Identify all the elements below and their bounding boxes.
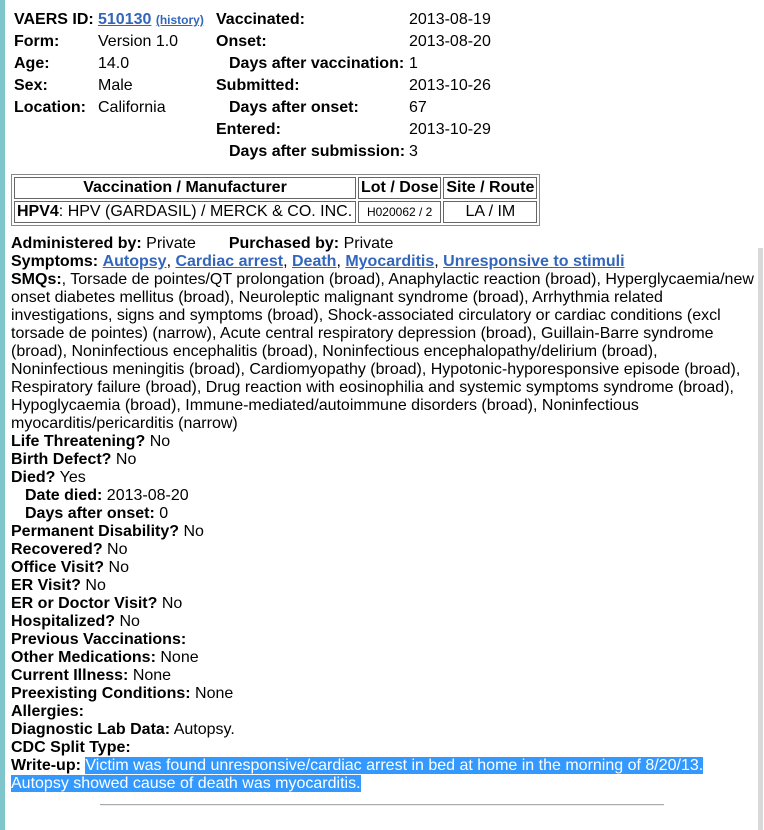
birth-defect-value: No bbox=[115, 451, 137, 468]
lab-data-label: Diagnostic Lab Data: bbox=[11, 721, 171, 738]
symptom-link[interactable]: Autopsy bbox=[102, 253, 167, 270]
writeup-row bbox=[11, 757, 757, 775]
vaccinated-label: Vaccinated: bbox=[216, 11, 305, 28]
admin-purchase-row bbox=[11, 235, 757, 253]
permanent-disability-label: Permanent Disability? bbox=[11, 523, 180, 540]
vaccination-table bbox=[11, 174, 540, 226]
vaers-id-link[interactable]: 510130 bbox=[98, 11, 152, 28]
died-label: Died? bbox=[11, 469, 56, 486]
purchased-label: Purchased by: bbox=[228, 235, 340, 252]
days-after-onset-died-label: Days after onset: bbox=[25, 505, 155, 522]
report-details bbox=[11, 235, 757, 793]
submitted-value: 2013-10-26 bbox=[409, 77, 491, 94]
scrollbar[interactable] bbox=[757, 0, 764, 830]
cdc-split-type-label: CDC Split Type: bbox=[11, 739, 131, 756]
recovered-value: No bbox=[107, 541, 128, 558]
life-threatening-value: No bbox=[149, 433, 171, 450]
administered-label: Administered by: bbox=[11, 235, 142, 252]
current-illness-label: Current Illness: bbox=[11, 667, 129, 684]
location-label: Location: bbox=[14, 99, 86, 116]
life-threatening-label: Life Threatening? bbox=[11, 433, 146, 450]
writeup-text-line1: Victim was found unresponsive/cardiac arrest in bed at home in the morning of 8/20/13. bbox=[85, 757, 704, 774]
vaccine-name: : HPV (GARDASIL) / MERCK & CO. INC. bbox=[58, 203, 353, 220]
recovered-label: Recovered? bbox=[11, 541, 103, 558]
smqs-row bbox=[11, 271, 757, 433]
table-row bbox=[14, 201, 537, 223]
days-after-onset-died-value: 0 bbox=[159, 505, 169, 522]
scrollbar-thumb[interactable] bbox=[758, 248, 763, 830]
purchased-value: Private bbox=[343, 235, 394, 252]
divider bbox=[100, 804, 664, 806]
er-doctor-visit-value: No bbox=[161, 595, 183, 612]
sex-value: Male bbox=[98, 77, 133, 94]
smqs-value: , Torsade de pointes/QT prolongation (broad), Anaphylactic reaction (broad), Hyperglycaemia/new onset diabetes mellitus (broad), Neuroleptic malignant syndrome (broad), Arrhythmia related investigations, signs and symptoms (broad), Shock-associated circulatory or cardiac conditions (excl torsade de pointes) (narrow), Acute central respiratory depression (broad), Guillain-Barre syndrome (broad), Noninfectious encephalitis (broad), Noninfectious encephalopathy/delirium (broad), Noninfectious meningitis (broad), Cardiomyopathy (broad), Hypotonic-hyporesponsive episode (broad), Respiratory failure (broad), Drug reaction with eosinophilia and systemic symptoms syndrome (broad), Hypoglycaemia (broad), Immune-mediated/autoimmune disorders (broad), Noninfectious myocarditis/pericarditis (narrow) bbox=[11, 271, 754, 432]
table-header-row bbox=[14, 177, 537, 199]
days-after-onset-value: 67 bbox=[409, 99, 427, 116]
hospitalized-value: No bbox=[119, 613, 140, 630]
symptom-link[interactable]: Cardiac arrest bbox=[175, 253, 284, 270]
birth-defect-label: Birth Defect? bbox=[11, 451, 112, 468]
date-died-value: 2013-08-20 bbox=[106, 487, 189, 504]
date-died-label: Date died: bbox=[25, 487, 103, 504]
administered-value: Private bbox=[146, 235, 196, 252]
age-label: Age: bbox=[14, 55, 50, 72]
submitted-label: Submitted: bbox=[216, 77, 300, 94]
history-link[interactable]: (history) bbox=[155, 13, 204, 27]
permanent-disability-value: No bbox=[183, 523, 204, 540]
previous-vaccinations-label: Previous Vaccinations: bbox=[11, 631, 187, 648]
er-visit-label: ER Visit? bbox=[11, 577, 81, 594]
office-visit-value: No bbox=[108, 559, 129, 576]
symptom-link[interactable]: Myocarditis bbox=[345, 253, 435, 270]
column-header: Vaccination / Manufacturer bbox=[14, 177, 356, 199]
form-value: Version 1.0 bbox=[98, 33, 179, 50]
symptoms-label: Symptoms: bbox=[11, 253, 99, 270]
current-illness-value: None bbox=[132, 667, 172, 684]
hospitalized-label: Hospitalized? bbox=[11, 613, 116, 630]
preexisting-conditions-value: None bbox=[195, 685, 234, 702]
writeup-text-line2: Autopsy showed cause of death was myocarditis. bbox=[11, 775, 361, 792]
days-after-vaccination-label: Days after vaccination: bbox=[229, 55, 405, 72]
days-after-submission-label: Days after submission: bbox=[229, 143, 406, 160]
symptom-link[interactable]: Unresponsive to stimuli bbox=[443, 253, 625, 270]
writeup-label: Write-up: bbox=[11, 757, 81, 774]
office-visit-label: Office Visit? bbox=[11, 559, 105, 576]
other-medications-label: Other Medications: bbox=[11, 649, 156, 666]
site-route-cell: LA / IM bbox=[443, 201, 537, 223]
died-value: Yes bbox=[59, 469, 86, 486]
days-after-vaccination-value: 1 bbox=[409, 55, 418, 72]
preexisting-conditions-label: Preexisting Conditions: bbox=[11, 685, 191, 702]
er-visit-value: No bbox=[85, 577, 106, 594]
column-header: Site / Route bbox=[443, 177, 537, 199]
er-doctor-visit-label: ER or Doctor Visit? bbox=[11, 595, 158, 612]
other-medications-value: None bbox=[160, 649, 199, 666]
allergies-label: Allergies: bbox=[11, 703, 84, 720]
vaccinated-value: 2013-08-19 bbox=[409, 11, 491, 28]
onset-value: 2013-08-20 bbox=[409, 33, 491, 50]
days-after-onset-label: Days after onset: bbox=[229, 99, 359, 116]
onset-label: Onset: bbox=[216, 33, 267, 50]
vaccine-cell bbox=[14, 201, 356, 223]
left-frame-bar bbox=[0, 0, 5, 830]
location-value: California bbox=[98, 99, 166, 116]
symptom-link[interactable]: Death bbox=[291, 253, 337, 270]
lot-dose-cell: H020062 / 2 bbox=[358, 201, 441, 223]
smqs-label: SMQs: bbox=[11, 271, 62, 288]
form-label: Form: bbox=[14, 33, 60, 50]
vaccine-code: HPV4 bbox=[17, 203, 59, 220]
entered-label: Entered: bbox=[216, 121, 281, 138]
column-header: Lot / Dose bbox=[358, 177, 441, 199]
entered-value: 2013-10-29 bbox=[409, 121, 491, 138]
vaers-id-label: VAERS ID: bbox=[14, 11, 94, 28]
lab-data-value: Autopsy. bbox=[173, 721, 235, 738]
age-value: 14.0 bbox=[98, 55, 130, 72]
days-after-submission-value: 3 bbox=[409, 143, 418, 160]
symptoms-row: Symptoms: Autopsy, Cardiac arrest, Death, Myocarditis, Unresponsive to stimuli bbox=[11, 253, 625, 270]
vaers-id-cell bbox=[98, 9, 204, 31]
sex-label: Sex: bbox=[14, 77, 48, 94]
